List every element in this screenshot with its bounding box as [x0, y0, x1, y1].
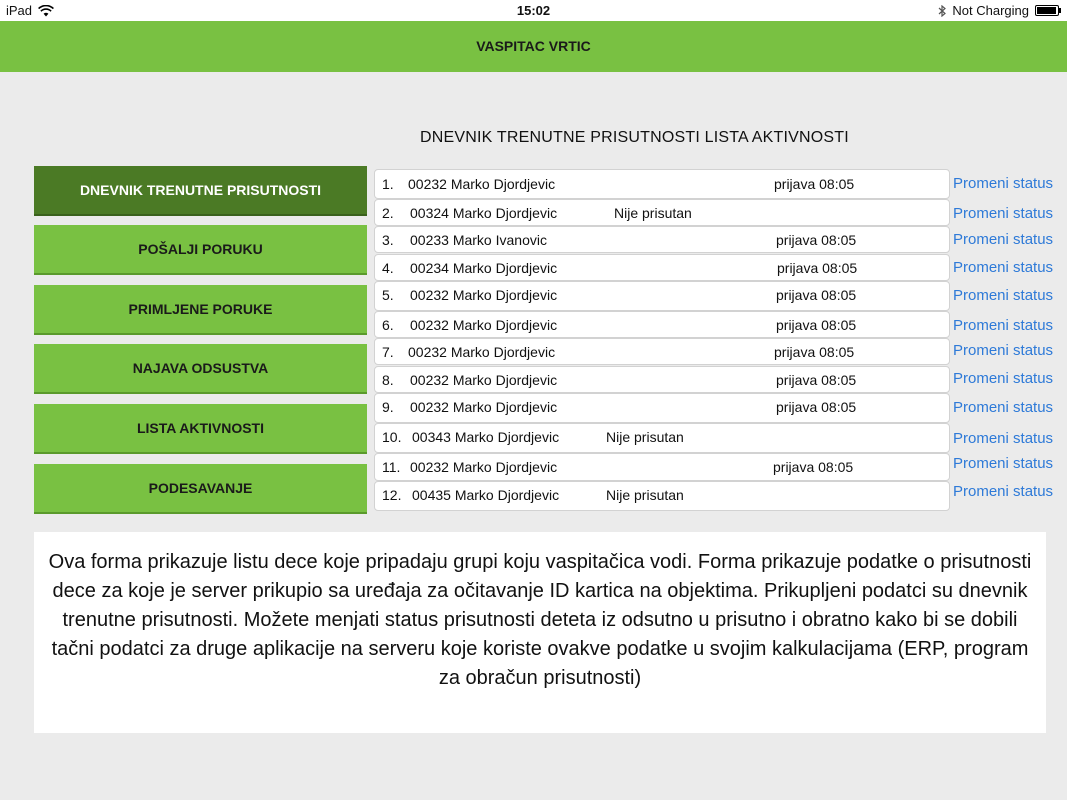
row-number: 9. — [382, 399, 394, 415]
section-title: DNEVNIK TRENUTNE PRISUTNOSTI LISTA AKTIVNOSTI — [420, 129, 849, 146]
child-name: 00233 Marko Ivanovic — [410, 232, 547, 248]
change-status-link[interactable]: Promeni status — [953, 342, 1054, 359]
attendance-status: prijava 08:05 — [774, 344, 855, 360]
nav-bar — [0, 21, 1067, 72]
list-item[interactable] — [374, 393, 950, 423]
change-status-link[interactable]: Promeni status — [953, 231, 1054, 248]
row-number: 12. — [382, 487, 402, 503]
attendance-status: Nije prisutan — [606, 487, 684, 503]
row-number: 3. — [382, 232, 394, 248]
child-name: 00232 Marko Djordjevic — [410, 287, 558, 303]
change-status-link[interactable]: Promeni status — [953, 259, 1054, 276]
change-status-link[interactable]: Promeni status — [953, 205, 1054, 222]
menu-button-najava-odsustva[interactable]: NAJAVA ODSUSTVA — [34, 344, 367, 394]
row-number: 1. — [382, 176, 394, 192]
charging-status: Not Charging — [952, 3, 1029, 18]
row-number: 7. — [382, 344, 394, 360]
row-number: 2. — [382, 205, 394, 221]
change-status-link[interactable]: Promeni status — [953, 455, 1054, 472]
child-name: 00234 Marko Djordjevic — [410, 260, 558, 276]
list-item[interactable] — [374, 366, 950, 393]
list-item[interactable] — [374, 226, 950, 253]
child-name: 00232 Marko Djordjevic — [410, 459, 558, 475]
status-bar — [0, 0, 1067, 21]
attendance-status: Nije prisutan — [614, 205, 692, 221]
change-status-link[interactable]: Promeni status — [953, 430, 1054, 447]
list-item[interactable] — [374, 423, 950, 453]
child-name: 00232 Marko Djordjevic — [408, 176, 556, 192]
row-number: 5. — [382, 287, 394, 303]
menu-button-dnevnik[interactable]: DNEVNIK TRENUTNE PRISUTNOSTI — [34, 166, 367, 216]
menu-button-posalji-poruku[interactable]: POŠALJI PORUKU — [34, 225, 367, 275]
row-number: 6. — [382, 317, 394, 333]
list-item[interactable] — [374, 281, 950, 311]
list-item[interactable] — [374, 169, 950, 199]
child-name: 00232 Marko Djordjevic — [410, 399, 558, 415]
change-status-link[interactable]: Promeni status — [953, 175, 1054, 192]
list-item[interactable] — [374, 453, 950, 481]
app-title: VASPITAC VRTIC — [476, 38, 591, 54]
change-status-link[interactable]: Promeni status — [953, 317, 1054, 334]
child-name: 00232 Marko Djordjevic — [410, 372, 558, 388]
attendance-status: prijava 08:05 — [776, 399, 857, 415]
list-item[interactable] — [374, 338, 950, 365]
list-item[interactable] — [374, 481, 950, 511]
change-status-link[interactable]: Promeni status — [953, 483, 1054, 500]
description-panel — [34, 532, 1046, 733]
description-text: Ova forma prikazuje listu dece koje pripadaju grupi koju vaspitačica vodi. Forma prikazuje podatke o prisutnosti dece za koje je server prikupio sa uređaja za očitavanje ID kartica na objektima. Prikupljeni podatci su dnevnik trenutne prisutnosti. Možete menjati status prisutnosti deteta iz odsutno u prisutno i obratno kako bi se dobili tačni podatci za druge aplikacije na serveru koje koriste ovakve podatke u svojim kalkulacijama (ERP, program za obračun prisutnosti) — [48, 551, 1032, 689]
attendance-status: prijava 08:05 — [776, 317, 857, 333]
child-name: 00232 Marko Djordjevic — [410, 317, 558, 333]
menu-button-lista-aktivnosti[interactable]: LISTA AKTIVNOSTI — [34, 404, 367, 454]
row-number: 8. — [382, 372, 394, 388]
row-number: 4. — [382, 260, 394, 276]
attendance-status: prijava 08:05 — [774, 176, 855, 192]
attendance-status: prijava 08:05 — [776, 372, 857, 388]
attendance-status: prijava 08:05 — [776, 287, 857, 303]
list-item[interactable] — [374, 254, 950, 281]
battery-icon — [1035, 5, 1059, 16]
attendance-status: prijava 08:05 — [777, 260, 858, 276]
attendance-status: prijava 08:05 — [773, 459, 854, 475]
change-status-link[interactable]: Promeni status — [953, 399, 1054, 416]
attendance-status: prijava 08:05 — [776, 232, 857, 248]
change-status-link[interactable]: Promeni status — [953, 370, 1054, 387]
attendance-status: Nije prisutan — [606, 429, 684, 445]
child-name: 00232 Marko Djordjevic — [408, 344, 556, 360]
bluetooth-icon — [938, 5, 946, 17]
menu-button-primljene-poruke[interactable]: PRIMLJENE PORUKE — [34, 285, 367, 335]
change-status-link[interactable]: Promeni status — [953, 287, 1054, 304]
device-name: iPad — [6, 3, 33, 18]
row-number: 11. — [382, 459, 401, 475]
list-item[interactable] — [374, 199, 950, 226]
row-number: 10. — [382, 429, 402, 445]
list-item[interactable] — [374, 311, 950, 338]
child-name: 00435 Marko Djordjevic — [412, 487, 560, 503]
clock: 15:02 — [516, 3, 551, 18]
child-name: 00324 Marko Djordjevic — [410, 205, 558, 221]
child-name: 00343 Marko Djordjevic — [412, 429, 560, 445]
menu-button-podesavanje[interactable]: PODESAVANJE — [34, 464, 367, 514]
